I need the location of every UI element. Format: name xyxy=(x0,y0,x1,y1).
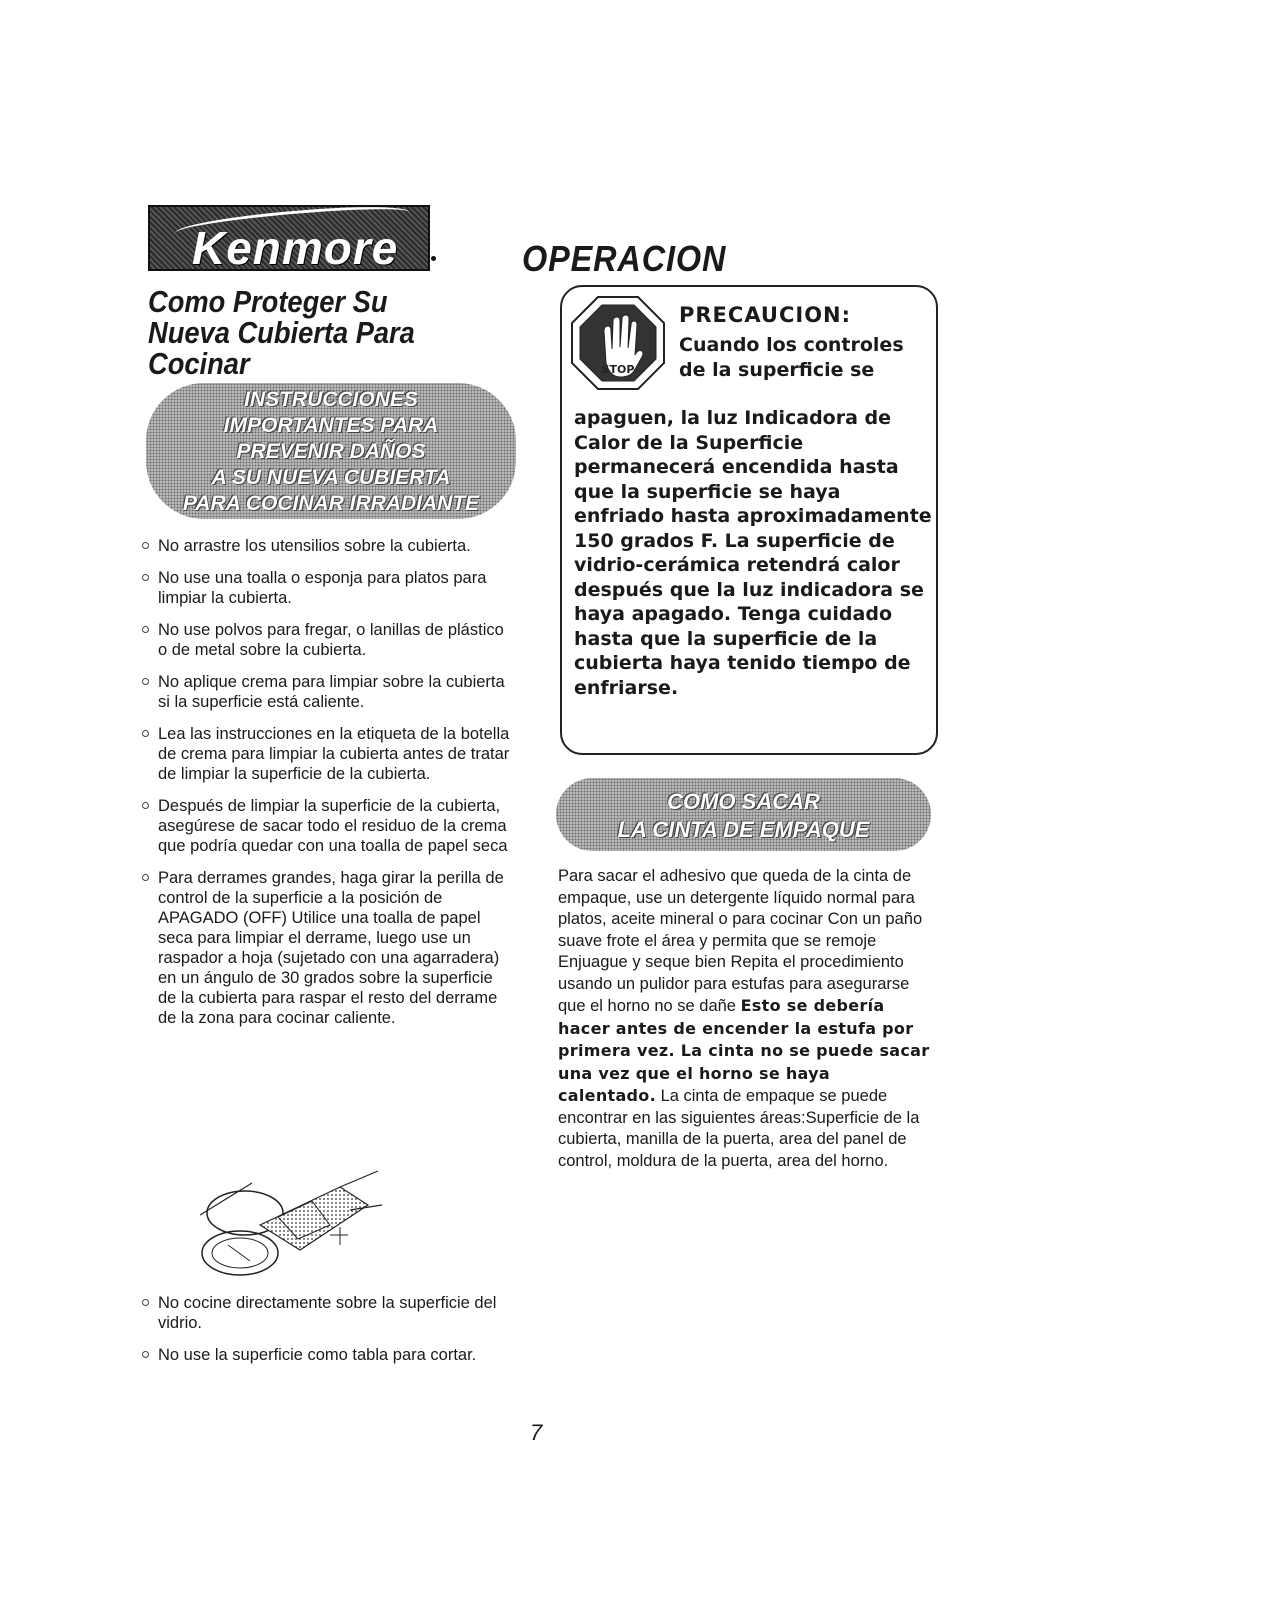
stop-hand-icon xyxy=(568,293,668,393)
list-item xyxy=(138,536,513,556)
logo-dot xyxy=(431,256,436,261)
caution-heading: PRECAUCION: xyxy=(679,303,852,327)
list-item-text: No aplique crema para limpiar sobre la cubierta si la superficie está caliente. xyxy=(158,673,505,711)
banner-line: LA CINTA DE EMPAQUE xyxy=(617,817,870,842)
tape-removal-paragraph xyxy=(558,866,930,1172)
bullet-icon xyxy=(142,802,149,809)
list-item-text: Lea las instrucciones en la etiqueta de la botella de crema para limpiar la cubierta antes de tratar de limpiar la superficie de la cubierta. xyxy=(158,725,510,783)
instructions-list-continued xyxy=(138,1293,513,1377)
banner-line: PREVENIR DAÑOS xyxy=(236,440,426,463)
stop-text: STOP xyxy=(601,363,635,376)
list-item-text: No use una toalla o esponja para platos para limpiar la cubierta. xyxy=(158,569,487,607)
list-item xyxy=(138,1293,513,1333)
logo-text: Kenmore xyxy=(192,222,399,274)
page-number: 7 xyxy=(530,1420,543,1445)
list-item xyxy=(138,672,513,712)
banner-line: IMPORTANTES PARA xyxy=(223,414,439,437)
bullet-icon xyxy=(142,574,149,581)
instructions-banner xyxy=(146,383,516,519)
list-item xyxy=(138,796,513,856)
bullet-icon xyxy=(142,1299,149,1306)
list-item-text: Para derrames grandes, haga girar la perilla de control de la superficie a la posición de APAGADO (OFF) Utilice una toalla de papel seca para limpiar el derrame, luego use un raspador a hoja (sujetado con una agarradera) en un ángulo de 30 grados sobre la superficie de la cubierta para raspar el resto del derrame de la zona para cocinar caliente. xyxy=(158,869,504,1027)
packing-tape-banner xyxy=(556,778,931,851)
list-item xyxy=(138,868,513,1028)
kenmore-logo xyxy=(148,205,430,274)
scraper-illustration xyxy=(190,1165,390,1280)
page-title: Como Proteger Su Nueva Cubierta Para Cocinar xyxy=(148,284,415,381)
list-item-text: No cocine directamente sobre la superficie del vidrio. xyxy=(158,1294,497,1332)
paragraph-intro: Para sacar el adhesivo que queda de la cinta de empaque, use un detergente líquido normal para platos, aceite mineral o para cocinar Con un paño suave frote el área y permita que se remoje Enjuague y seque bien Repita el procedimiento usando un pulidor para estufas para asegurarse que el horno no se dañe xyxy=(558,867,923,1015)
bullet-icon xyxy=(142,1351,149,1358)
instructions-list xyxy=(138,536,513,1040)
caution-body: apaguen, la luz Indicadora de Calor de la Superficie permanecerá encendida hasta que la superficie se haya enfriado hasta aproximadamente 150 grados F. La superficie de vidrio-cerámica retendrá calor después que la luz indicadora se haya apagado. Tenga cuidado hasta que la superficie de la cubierta haya tenido tiempo de enfriarse. xyxy=(574,407,932,699)
bullet-icon xyxy=(142,678,149,685)
list-item xyxy=(138,1345,513,1365)
banner-line: A SU NUEVA CUBIERTA xyxy=(211,466,451,489)
bullet-icon xyxy=(142,874,149,881)
list-item xyxy=(138,620,513,660)
bullet-icon xyxy=(142,542,149,549)
list-item xyxy=(138,724,513,784)
banner-line: COMO SACAR xyxy=(667,789,820,814)
banner-line: INSTRUCCIONES xyxy=(244,388,418,411)
bullet-icon xyxy=(142,730,149,737)
list-item-text: No arrastre los utensilios sobre la cubierta. xyxy=(158,537,471,555)
list-item xyxy=(138,568,513,608)
list-item-text: Después de limpiar la superficie de la cubierta, asegúrese de sacar todo el residuo de la crema que podría quedar con una toalla de papel seca xyxy=(158,797,508,855)
section-title: OPERACION xyxy=(522,238,727,279)
list-item-text: No use polvos para fregar, o lanillas de plástico o de metal sobre la cubierta. xyxy=(158,621,504,659)
list-item-text: No use la superficie como tabla para cortar. xyxy=(158,1346,477,1364)
paragraph-end: La cinta de empaque se puede encontrar en las siguientes áreas:Superficie de la cubierta, manilla de la puerta, area del panel de control, moldura de la puerta, area del horno. xyxy=(558,1087,920,1170)
caution-lead: Cuando los controles de la superficie se xyxy=(679,334,904,381)
bullet-icon xyxy=(142,626,149,633)
banner-line: PARA COCINAR IRRADIANTE xyxy=(182,492,480,515)
paragraph-warning: Esto se debería hacer antes de encender la estufa por primera vez. La cinta no se puede sacar una vez que el horno se haya calentado. xyxy=(558,996,930,1105)
